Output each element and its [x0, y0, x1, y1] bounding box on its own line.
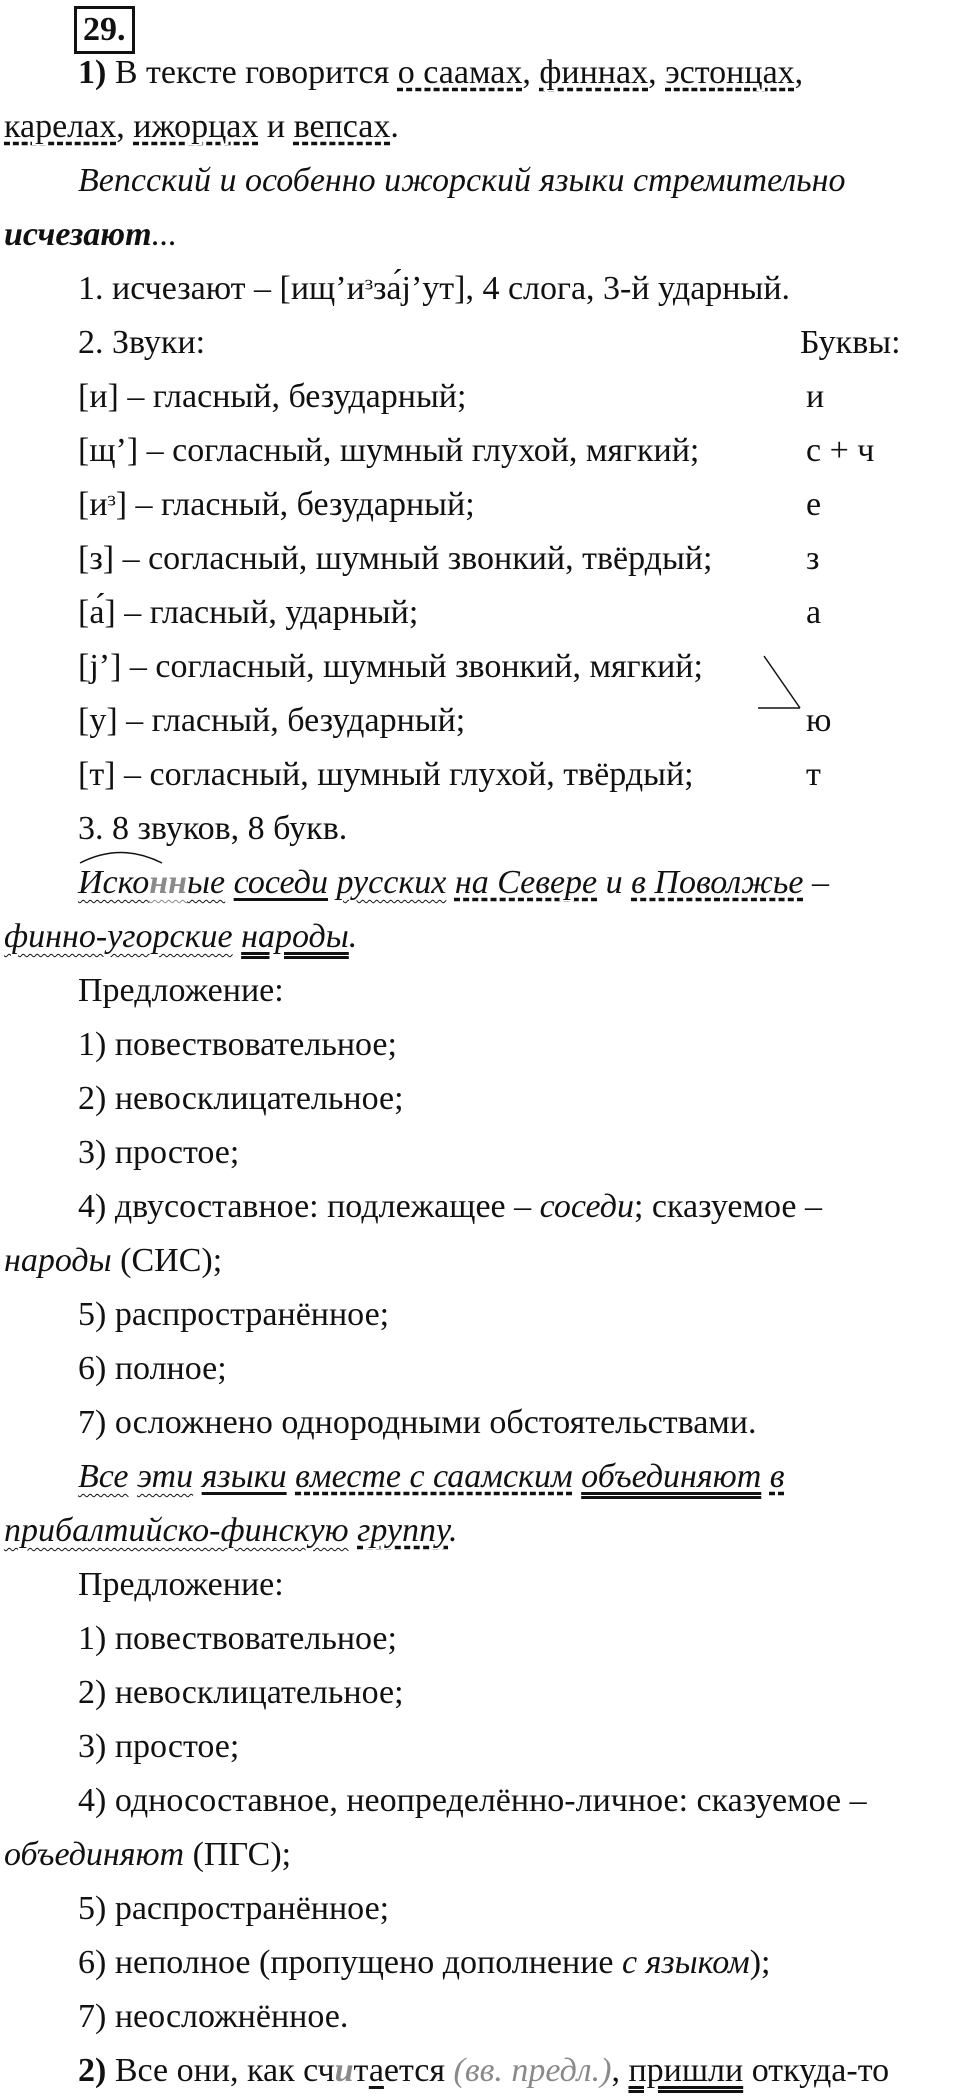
sentence2-line2 [4, 910, 357, 964]
part2-label: 2) [78, 2052, 107, 2089]
sound-row: [з] – согласный, шумный звонкий, твёрдый; [78, 540, 713, 577]
letter-cell: з [806, 540, 820, 577]
text: 4) двусоставное: подлежащее – [78, 1188, 540, 1225]
parse1-item: 6) полное; [78, 1350, 227, 1387]
predicate-word: пришли [628, 2052, 744, 2089]
word-part-nn: нн [149, 864, 188, 901]
predicate-word: народы [4, 1242, 112, 1279]
analysis-item1: 1. исчезают – [ищ’иᵌза́j’ут], 4 слога, 3-й ударный. [78, 270, 791, 307]
word-part-vowel: и [334, 2052, 354, 2089]
sound-row: [у] – гласный, безударный; [78, 702, 466, 739]
comma: , [522, 54, 540, 91]
letter-cell: с + ч [806, 432, 875, 469]
parenthetical-note: (вв. предл.) [445, 2052, 612, 2089]
sentence3-line2 [4, 1504, 457, 1558]
letter-cell: ю [806, 702, 832, 739]
comma: , [794, 54, 804, 91]
word-part: а [368, 2052, 384, 2089]
period: . [448, 1512, 458, 1549]
circumstance-word: на Севере [454, 864, 598, 901]
sentence1-line2 [4, 208, 177, 262]
nation-estonians: эстонцах [665, 54, 795, 91]
sentence3-line1 [78, 1450, 785, 1504]
predicate-word: объединяют [4, 1836, 185, 1873]
parse2-item: 3) простое; [78, 1728, 240, 1765]
sound-row: [а́] – гласный, ударный; [78, 594, 419, 631]
nation-saami: о саамах [397, 54, 523, 91]
word-part: ые [187, 864, 226, 901]
sentence2-line1 [78, 856, 829, 910]
word-part: то [857, 2052, 890, 2089]
comma: , [116, 108, 134, 145]
sentence1-word: исчезают [4, 216, 152, 253]
object-word: группу [357, 1512, 449, 1549]
parse1-item: 1) повествовательное; [78, 1026, 397, 1063]
nation-finns: финнах [539, 54, 649, 91]
parse2-item4: 4) односоставное, неопределённо-личное: сказуемое – [78, 1782, 867, 1819]
parse1-title: Предложение: [78, 972, 284, 1009]
parse2-item: 2) невосклицательное; [78, 1674, 404, 1711]
parse1-item4-cont [4, 1234, 222, 1288]
sentence2-word1 [78, 856, 225, 910]
parse2-item: 5) распространённое; [78, 1890, 390, 1927]
circumstance-word: в Поволжье [631, 864, 804, 901]
parse1-item: 7) осложнено однородными обстоятельствами. [78, 1404, 757, 1441]
parse2-item6 [78, 1936, 770, 1990]
subject-word: соседи [539, 1188, 634, 1225]
sound-row: [т] – согласный, шумный глухой, твёрдый; [78, 756, 694, 793]
text: (ПГС); [184, 1836, 292, 1873]
predicate-word: объединяют [581, 1458, 762, 1495]
attribute-word: Все [78, 1458, 129, 1495]
comma: , [648, 54, 666, 91]
part1-intro: В тексте говорится [106, 54, 398, 91]
word-part: Иско [78, 864, 150, 901]
parse1-item: 2) невосклицательное; [78, 1080, 404, 1117]
sentence1-line1: Вепсский и особенно ижорский языки стремительно [78, 162, 846, 199]
attribute-word: русских [336, 864, 447, 901]
part1-line1 [78, 46, 803, 100]
hyphen: - [846, 2052, 858, 2089]
attribute-word: финно-угорские [4, 918, 233, 955]
predicate-word: народы [241, 918, 349, 955]
attribute-word: эти [137, 1458, 194, 1495]
attribute-word: прибалтийско-финскую [4, 1512, 349, 1549]
part1-line2 [4, 100, 399, 154]
word-part: сч [303, 2052, 335, 2089]
letter-cell: и [806, 378, 825, 415]
letter-cell: т [806, 756, 821, 793]
root-arc-icon [78, 850, 164, 864]
text: откуда [743, 2052, 847, 2089]
nation-karelians: карелах [4, 108, 117, 145]
text: 6) неполное (пропущено дополнение [78, 1944, 622, 1981]
analysis-item2-left: 2. Звуки: [78, 324, 206, 361]
text: (СИС); [111, 1242, 223, 1279]
period: . [390, 108, 399, 145]
analysis-item2-right: Буквы: [800, 324, 901, 361]
letter-cell: а [806, 594, 822, 631]
analysis-item3: 3. 8 звуков, 8 букв. [78, 810, 348, 847]
parse1-item: 3) простое; [78, 1134, 240, 1171]
object-word: вместе с саамским [295, 1458, 573, 1495]
sound-row: [j’] – согласный, шумный звонкий, мягкий; [78, 648, 703, 685]
letter-cell: е [806, 486, 822, 523]
parse1-item: 5) распространённое; [78, 1296, 390, 1333]
parse2-title: Предложение: [78, 1566, 284, 1603]
parse2-item: 1) повествовательное; [78, 1620, 397, 1657]
text: Все они, как [106, 2052, 304, 2089]
text: ; сказуемое – [633, 1188, 822, 1225]
dash: – [803, 864, 829, 901]
parse1-item4 [78, 1180, 822, 1234]
nation-veps: вепсах [293, 108, 391, 145]
subject-word: языки [201, 1458, 287, 1495]
conjunction: и [597, 864, 632, 901]
word-part: т [353, 2052, 369, 2089]
nation-izhorians: ижорцах [133, 108, 259, 145]
text: ); [749, 1944, 771, 1981]
object-word: с языком [621, 1944, 750, 1981]
exercise-number: 29. [74, 6, 135, 54]
parse2-item4-cont [4, 1828, 291, 1882]
part2-line1 [78, 2044, 889, 2098]
parse2-item: 7) неосложнённое. [78, 1998, 349, 2035]
part1-label: 1) [78, 54, 107, 91]
object-word: в [769, 1458, 785, 1495]
sound-row: [и] – гласный, безударный; [78, 378, 467, 415]
letter-connector-icon [756, 652, 806, 712]
subject-word: соседи [233, 864, 328, 901]
ellipsis: ... [151, 216, 178, 253]
conjunction: и [258, 108, 294, 145]
sound-row: [щ’] – согласный, шумный глухой, мягкий; [78, 432, 700, 469]
comma: , [611, 2052, 629, 2089]
period: . [348, 918, 358, 955]
sound-row: [иᵌ] – гласный, безударный; [78, 486, 475, 523]
word-part: ется [383, 2052, 446, 2089]
